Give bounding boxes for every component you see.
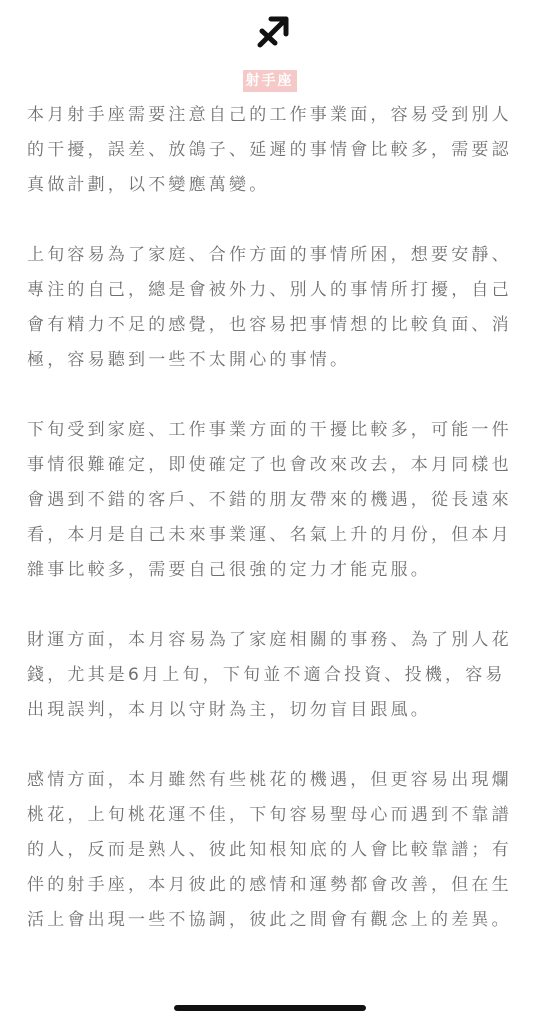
paragraph-work: 本月射手座需要注意自己的工作事業面，容易受到別人的干擾，誤差、放鴿子、延遲的事情會比較多，需要認真做計劃，以不變應萬變。	[27, 105, 512, 195]
sagittarius-icon	[252, 12, 292, 52]
home-indicator[interactable]	[174, 1005, 366, 1011]
page-title: 射手座	[243, 70, 297, 92]
article-body	[27, 98, 519, 973]
paragraph-early-month: 上旬容易為了家庭、合作方面的事情所困，想要安靜、專注的自己，總是會被外力、別人的事情所打擾，自己會有精力不足的感覺，也容易把事情想的比較負面、消極，容易聽到一些不太開心的事情。	[27, 245, 512, 370]
paragraph-finance: 財運方面，本月容易為了家庭相關的事務、為了別人花錢，尤其是6月上旬，下旬並不適合投資、投機，容易出現誤判，本月以守財為主，切勿盲目跟風。	[27, 630, 512, 720]
title-container	[0, 70, 539, 92]
paragraph-love: 感情方面，本月雖然有些桃花的機遇，但更容易出現爛桃花，上旬桃花運不佳，下旬容易聖母心而遇到不靠譜的人，反而是熟人、彼此知根知底的人會比較靠譜；有伴的射手座，本月彼此的感情和運勢都會改善，但在生活上會出現一些不協調，彼此之間會有觀念上的差異。	[27, 770, 512, 930]
paragraph-late-month: 下旬受到家庭、工作事業方面的干擾比較多，可能一件事情很難確定，即使確定了也會改來改去，本月同樣也會遇到不錯的客戶、不錯的朋友帶來的機遇，從長遠來看，本月是自己未來事業運、名氣上升的月份，但本月雜事比較多，需要自己很強的定力才能克服。	[27, 420, 512, 580]
